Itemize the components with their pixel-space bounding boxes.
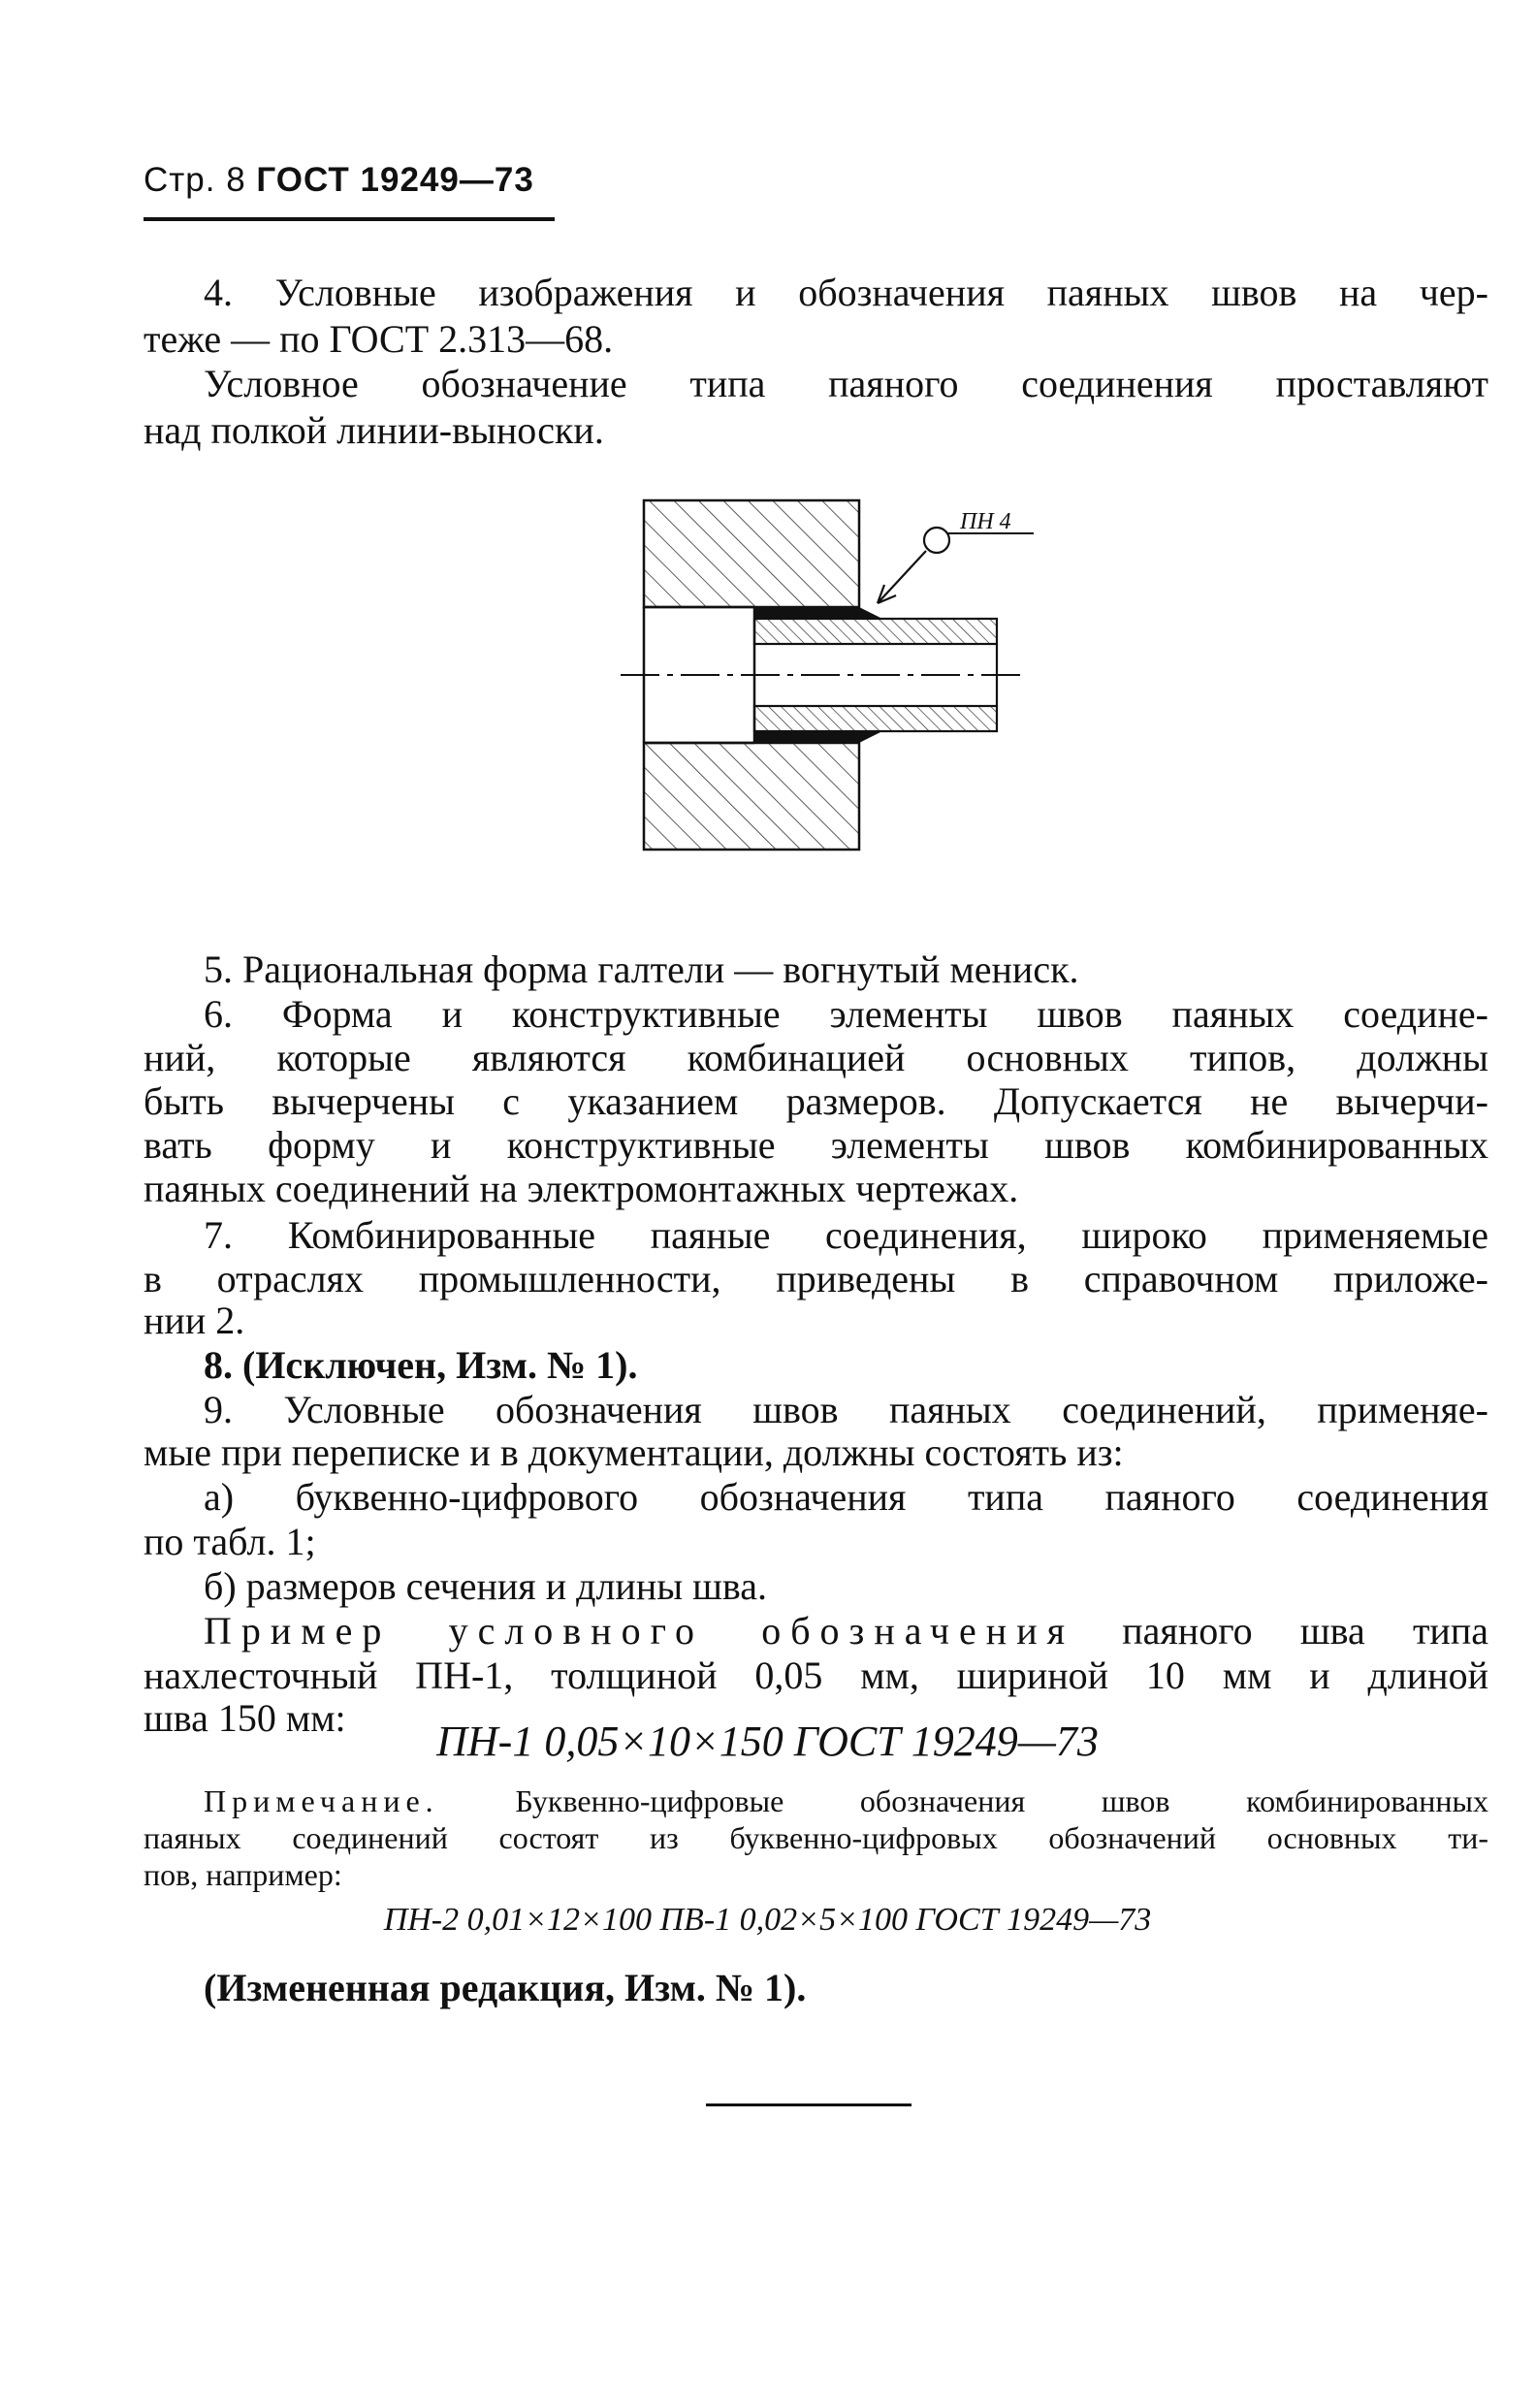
tube-wall-upper [754, 619, 997, 644]
end-rule [706, 2103, 911, 2106]
text-line: 8. (Исключен, Изм. № 1). [204, 1343, 638, 1387]
fillet-upper [859, 607, 886, 619]
example-line1-rest: паяного шва типа [1122, 1609, 1489, 1653]
text-line: б) размеров сечения и длины шва. [204, 1564, 768, 1608]
text-line: мые при переписке и в документации, должны состоять из: [144, 1430, 1124, 1474]
revision-note: (Измененная редакция, Изм. № 1). [204, 1966, 807, 2009]
text-line: над полкой линии-выноски. [144, 408, 604, 452]
text-line: ний, которые являются комбинацией основных типов, должны [144, 1036, 1488, 1079]
solder-symbol-circle [924, 528, 949, 553]
text-line: 5. Рациональная форма галтели — вогнутый мениск. [204, 947, 1079, 991]
text-line: 4. Условные изображения и обозначения паяных швов на чер- [204, 271, 1488, 314]
note-label: Примечание. [204, 1783, 439, 1818]
text-line: вать форму и конструктивные элементы швов комбинированных [144, 1123, 1488, 1167]
note-line: паяных соединений состоят из буквенно-цифровых обозначений основных ти- [144, 1820, 1488, 1855]
text-line: по табл. 1; [144, 1520, 316, 1563]
tube-wall-lower [754, 706, 997, 731]
fillet-lower [859, 731, 886, 743]
text-line: быть вычерчены с указанием размеров. Допускается не вычерчи- [144, 1079, 1488, 1123]
lower-part-section [644, 743, 859, 850]
text-line: Условное обозначение типа паяного соединения проставляют [204, 362, 1488, 405]
text-line: в отраслях промышленности, приведены в справочном приложе- [144, 1257, 1488, 1300]
note-line [204, 1782, 1488, 1819]
text-line: теже — по ГОСТ 2.313—68. [144, 317, 614, 361]
note-line1-rest: Буквенно-цифровые обозначения швов комбинированных [515, 1783, 1489, 1818]
text-line: 7. Комбинированные паяные соединения, широко применяемые [204, 1213, 1488, 1257]
page-number: Стр. 8 [144, 161, 246, 199]
text-line: 6. Форма и конструктивные элементы швов паяных соедине- [204, 992, 1488, 1036]
text-line: 9. Условные обозначения швов паяных соединений, применяе- [204, 1388, 1488, 1431]
text-line: нахлесточный ПН-1, толщиной 0,05 мм, шириной 10 мм и длиной [144, 1653, 1488, 1697]
standard-number: ГОСТ 19249—73 [256, 161, 534, 199]
designation-example-1: ПН-1 0,05×10×150 ГОСТ 19249—73 [436, 1718, 1099, 1765]
leader-line [878, 551, 926, 603]
text-line: нии 2. [144, 1299, 245, 1342]
note-line: пов, например: [144, 1857, 342, 1892]
text-line [204, 1608, 1488, 1654]
callout-label: ПН 4 [960, 509, 1011, 534]
text-line: паяных соединений на электромонтажных чертежах. [144, 1167, 1019, 1210]
designation-example-2: ПН-2 0,01×12×100 ПВ-1 0,02×5×100 ГОСТ 19249—73 [383, 1902, 1152, 1938]
text-line: шва 150 мм: [144, 1696, 346, 1740]
text-line: а) буквенно-цифрового обозначения типа паяного соединения [204, 1475, 1488, 1519]
example-label: Пример условного обозначения [204, 1609, 1075, 1653]
upper-part-section [644, 500, 859, 607]
